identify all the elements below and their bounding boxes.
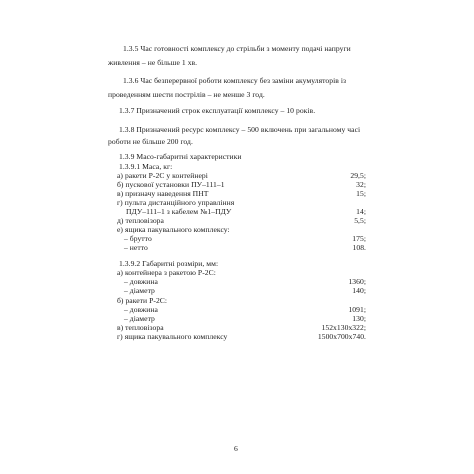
mass-item-label: – нетто xyxy=(124,243,148,252)
dims-item-label: г) ящика пакувального комплексу xyxy=(117,332,228,341)
mass-item-value: 175; xyxy=(352,234,366,243)
mass-item-value: 108. xyxy=(352,243,366,252)
mass-item-label: б) пускової установки ПУ–111–1 xyxy=(117,180,225,189)
dims-item-label: б) ракети Р-2С: xyxy=(117,296,168,305)
mass-item-label: ПДУ–111–1 з кабелем №1–ПДУ xyxy=(126,207,232,216)
section-1-3-9-heading: 1.3.9 Масо-габаритні характеристики xyxy=(119,152,242,161)
mass-item-label: е) ящика пакувального комплексу: xyxy=(117,225,230,234)
mass-item-label: – брутто xyxy=(124,234,152,243)
paragraph-1-3-5-line-1: 1.3.5 Час готовності комплексу до стрільби з моменту подачі напруги xyxy=(123,44,351,53)
dims-item-value: 1091; xyxy=(348,305,366,314)
mass-heading: 1.3.9.1 Маса, кг: xyxy=(119,162,173,171)
paragraph-1-3-6-line-1: 1.3.6 Час безперервної роботи комплексу без заміни акумуляторів із xyxy=(123,76,347,85)
paragraph-1-3-7: 1.3.7 Призначений строк експлуатації комплексу – 10 років. xyxy=(119,106,316,115)
dims-item-value: 152х130х322; xyxy=(321,323,366,332)
dims-item-label: а) контейнера з ракетою Р-2С: xyxy=(117,268,216,277)
mass-item-value: 29,5; xyxy=(350,171,366,180)
mass-item-label: г) пульта дистанційного управління xyxy=(117,198,235,207)
dims-item-value: 1360; xyxy=(348,277,366,286)
paragraph-1-3-8-line-2: роботи не більше 200 год. xyxy=(108,137,193,146)
mass-item-label: в) призначу наведення ПНТ xyxy=(117,189,209,198)
page-number: 6 xyxy=(234,444,238,453)
dims-item-label: – діаметр xyxy=(124,314,155,323)
dims-item-label: в) тепловізора xyxy=(117,323,164,332)
dims-item-value: 130; xyxy=(352,314,366,323)
dims-item-label: – довжина xyxy=(124,305,158,314)
dims-item-label: – довжина xyxy=(124,277,158,286)
paragraph-1-3-6-line-2: проведенням шести пострілів – не менше 3 год. xyxy=(108,90,265,99)
mass-item-value: 14; xyxy=(356,207,366,216)
mass-item-value: 32; xyxy=(356,180,366,189)
dims-item-label: – діаметр xyxy=(124,286,155,295)
dims-heading: 1.3.9.2 Габаритні розміри, мм: xyxy=(119,259,219,268)
dims-item-value: 1500х700х740. xyxy=(317,332,366,341)
paragraph-1-3-8-line-1: 1.3.8 Призначений ресурс комплексу – 500 включень при загальному часі xyxy=(119,125,361,134)
dims-item-value: 140; xyxy=(352,286,366,295)
paragraph-1-3-5-line-2: живлення – не більше 1 хв. xyxy=(108,58,198,67)
mass-item-label: а) ракети Р-2С у контейнері xyxy=(117,171,208,180)
mass-item-value: 5,5; xyxy=(354,216,366,225)
mass-item-label: д) тепловізора xyxy=(117,216,164,225)
mass-item-value: 15; xyxy=(356,189,366,198)
